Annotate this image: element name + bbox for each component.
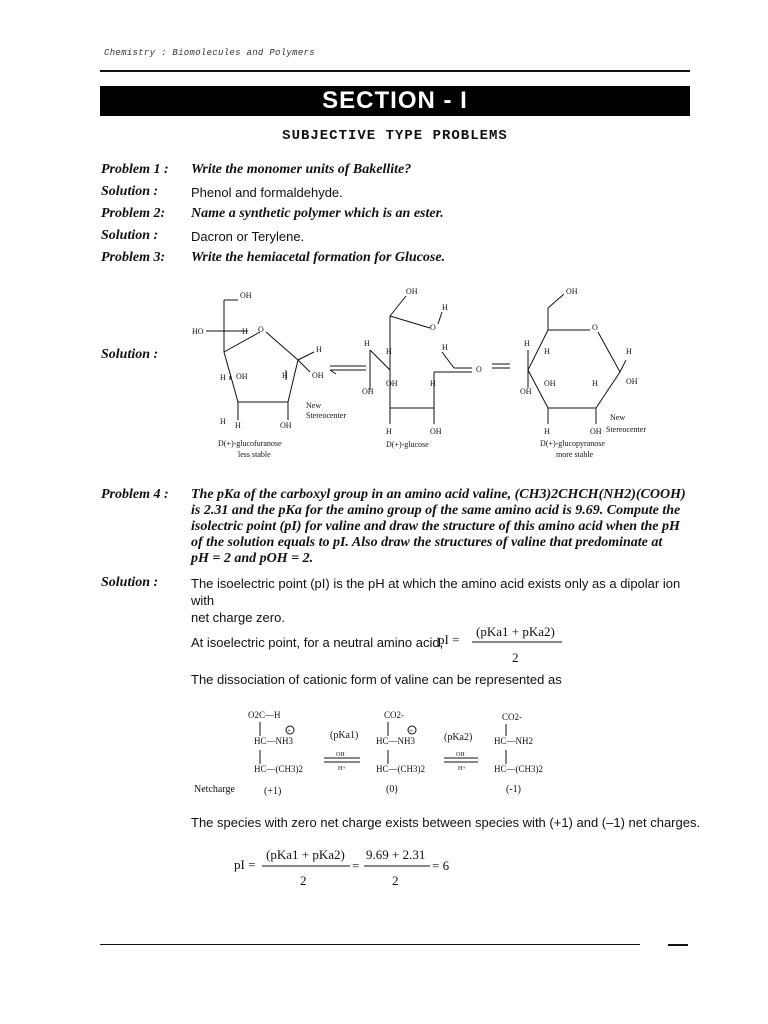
glucose-oh-2: OH — [386, 379, 398, 388]
calc-values-denominator: 2 — [392, 873, 399, 888]
pyranose-oh-5: OH — [590, 427, 602, 436]
glucose-h-5: H — [430, 379, 436, 388]
problem-3-text: Write the hemiacetal formation for Glucose. — [191, 250, 446, 265]
s1-mid: HC—NH3 — [254, 736, 294, 746]
problem-2-label: Problem 2: — [101, 206, 166, 221]
glucose-o-2: O — [476, 365, 482, 374]
zwitterion-species — [376, 710, 425, 795]
pyranose-h-5: H — [544, 427, 550, 436]
furanose-oh-2: OH — [312, 371, 324, 380]
calc-values: 9.69 + 2.31 — [366, 847, 426, 862]
problem-3-label: Problem 3: — [101, 250, 166, 265]
pi-numerator: (pKa1 + pKa2) — [476, 624, 555, 639]
isoelectric-text: At isoelectric point, for a neutral amino acid, — [191, 635, 444, 650]
footer-rule-short — [668, 944, 688, 946]
pk1-label: (pKa1) — [330, 730, 359, 741]
glucofuranose-structure — [192, 291, 346, 459]
glucose-oh-1: OH — [406, 287, 418, 296]
glucose-oh-3: OH — [362, 387, 374, 396]
s3-top: CO2- — [502, 712, 522, 722]
s1-charge: (+1) — [264, 786, 282, 797]
furanose-oh-3: OH — [236, 372, 248, 381]
solution-4-label: Solution : — [101, 575, 159, 590]
furanose-h-3: H — [316, 345, 322, 354]
glucose-oh-4: OH — [430, 427, 442, 436]
furanose-oh-1: OH — [240, 291, 252, 300]
s2-mid: HC—NH3 — [376, 736, 416, 746]
furanose-h-4: H — [282, 371, 288, 380]
pi-denominator: 2 — [512, 650, 519, 665]
solution-2-text: Dacron or Terylene. — [191, 229, 305, 244]
glucose-h-2: H — [364, 339, 370, 348]
problem-2-text: Name a synthetic polymer which is an ester. — [191, 206, 444, 221]
solution-4-line-1: The isoelectric point (pI) is the pH at which the amino acid exists only as a dipolar ion with — [191, 576, 681, 608]
pyranose-oh-4: OH — [520, 387, 532, 396]
pyranose-oh-2: OH — [544, 379, 556, 388]
calc-pi-label: pI = — [234, 857, 256, 872]
equilibrium-arrow-2 — [492, 364, 510, 368]
s3-bot: HC—(CH3)2 — [494, 764, 543, 774]
pyranose-h-3: H — [626, 347, 632, 356]
netcharge-label: Netcharge — [194, 784, 235, 795]
glucose-h-4: H — [442, 343, 448, 352]
problem-4-line-4: of the solution equals to pI. Also draw the structures of valine that predominate at — [191, 535, 663, 550]
section-subtitle: SUBJECTIVE TYPE PROBLEMS — [282, 128, 508, 144]
dissociation-scheme — [190, 700, 570, 800]
furanose-name: D(+)-glucofuranose — [218, 439, 282, 448]
species-text: The species with zero net charge exists between species with (+1) and (–1) net charges. — [191, 815, 701, 830]
pi-label: pI = — [438, 632, 460, 647]
problem-4-label: Problem 4 : — [101, 487, 169, 502]
pyranose-name: D(+)-glucopyranose — [540, 439, 605, 448]
s2-bot: HC—(CH3)2 — [376, 764, 425, 774]
pi-formula — [438, 618, 568, 668]
furanose-ring-o: O — [258, 325, 264, 334]
dissociation-text: The dissociation of cationic form of valine can be represented as — [191, 672, 562, 687]
s3-charge: (-1) — [506, 784, 521, 795]
pyranose-stability: more stable — [556, 450, 594, 459]
pk2-hplus: H+ — [458, 766, 466, 772]
calc-result: = 6 — [432, 858, 450, 873]
pyranose-new-label: New — [610, 413, 626, 422]
furanose-stability: less stable — [238, 450, 271, 459]
furanose-ho: HO — [192, 327, 204, 336]
open-chain-glucose-structure — [362, 287, 482, 449]
problem-4-line-2: is 2.31 and the pKa for the amino group of the same amino acid is 9.69. Compute the — [191, 503, 681, 518]
s1-top: O2C—H — [248, 710, 281, 720]
furanose-new-label: New — [306, 401, 322, 410]
pk1-oh: OH — [336, 752, 345, 758]
pyranose-oh-1: OH — [566, 287, 578, 296]
anionic-species — [494, 712, 543, 795]
solution-3-label: Solution : — [101, 347, 159, 362]
pk1-hplus: H+ — [338, 766, 346, 772]
s2-plus: + — [409, 727, 413, 735]
calc-numerator: (pKa1 + pKa2) — [266, 847, 345, 862]
solution-4-line-2: net charge zero. — [191, 610, 285, 625]
pyranose-h-1: H — [524, 339, 530, 348]
problem-4-line-1: The pKa of the carboxyl group in an amino acid valine, (CH3)2CHCH(NH2)(COOH) — [191, 487, 686, 502]
pyranose-stereocenter-label: Stereocenter — [606, 425, 646, 434]
furanose-h-5: H — [235, 421, 241, 430]
glucose-h-3: H — [386, 347, 392, 356]
glucose-h-6: H — [386, 427, 392, 436]
pyranose-ring-o: O — [592, 323, 598, 332]
hemiacetal-diagram — [180, 280, 680, 465]
furanose-h-6: H — [220, 417, 226, 426]
s3-mid: HC—NH2 — [494, 736, 534, 746]
glucose-name: D(+)-glucose — [386, 440, 429, 449]
problem-4-line-5: pH = 2 and pOH = 2. — [191, 551, 314, 566]
pyranose-h-4: H — [592, 379, 598, 388]
calc-denominator: 2 — [300, 873, 307, 888]
problem-1-label: Problem 1 : — [101, 162, 169, 177]
problem-1-text: Write the monomer units of Bakellite? — [191, 162, 412, 177]
solution-1-label: Solution : — [101, 184, 159, 199]
pyranose-oh-3: OH — [626, 377, 638, 386]
s2-charge: (0) — [386, 784, 398, 795]
running-header: Chemistry : Biomolecules and Polymers — [104, 48, 315, 58]
furanose-h-2: H — [220, 373, 226, 382]
cationic-species — [194, 710, 303, 797]
solution-2-label: Solution : — [101, 228, 159, 243]
s2-top: CO2- — [384, 710, 404, 720]
glucose-o-1: O — [430, 323, 436, 332]
problem-4-text — [191, 487, 691, 567]
glucopyranose-structure — [520, 287, 646, 459]
problem-4-line-3: isolectric point (pI) for valine and draw the structure of this amino acid when the pH — [191, 519, 680, 534]
pyranose-h-2: H — [544, 347, 550, 356]
furanose-h-1: H — [242, 327, 248, 336]
equilibrium-arrow — [330, 366, 366, 374]
pk2-oh: OH — [456, 752, 465, 758]
calc-equals: = — [352, 858, 360, 873]
furanose-stereocenter-label: Stereocenter — [306, 411, 346, 420]
section-banner: SECTION - I — [100, 86, 690, 116]
solution-1-text: Phenol and formaldehyde. — [191, 185, 343, 200]
furanose-oh-4: OH — [280, 421, 292, 430]
s1-plus: + — [287, 727, 291, 735]
pi-calculation — [234, 842, 494, 892]
pk2-label: (pKa2) — [444, 732, 473, 743]
footer-rule — [100, 944, 640, 945]
header-rule — [100, 70, 690, 72]
s1-bot: HC—(CH3)2 — [254, 764, 303, 774]
glucose-h-1: H — [442, 303, 448, 312]
